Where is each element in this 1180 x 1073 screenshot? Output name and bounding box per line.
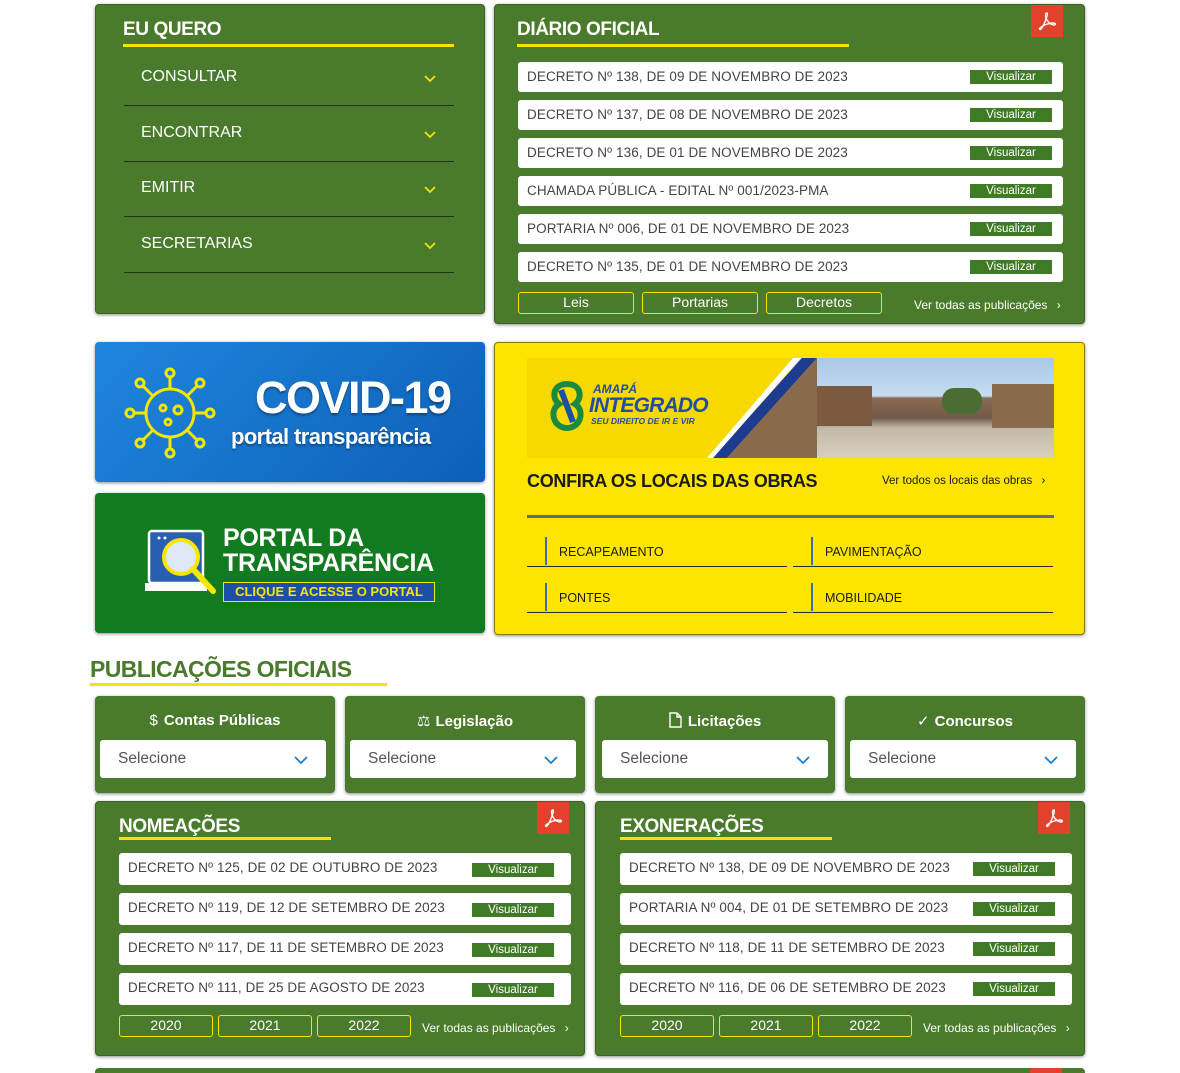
link-label: Ver todas as publicações bbox=[422, 1021, 556, 1035]
portal-line1: PORTAL DA bbox=[223, 524, 364, 552]
obra-pontes[interactable] bbox=[527, 577, 787, 613]
row-title: DECRETO Nº 135, DE 01 DE NOVEMBRO DE 2023 bbox=[527, 259, 848, 274]
see-all-publications-link[interactable] bbox=[923, 1021, 1070, 1035]
title-underline bbox=[119, 837, 331, 840]
row-title: DECRETO Nº 118, DE 11 DE SETEMBRO DE 2023 bbox=[629, 940, 945, 955]
obra-pavimentacao[interactable] bbox=[793, 531, 1053, 567]
tree-block bbox=[942, 388, 982, 414]
menu-item-secretarias[interactable] bbox=[124, 217, 454, 273]
obra-label: MOBILIDADE bbox=[825, 591, 903, 605]
row-title: DECRETO Nº 125, DE 02 DE OUTUBRO DE 2023 bbox=[128, 860, 438, 875]
exoneracao-row-2[interactable] bbox=[620, 893, 1072, 925]
year-2022-button[interactable]: 2022 bbox=[317, 1015, 411, 1037]
link-label: Ver todas as publicações bbox=[914, 298, 1048, 312]
licitacoes-select[interactable] bbox=[602, 740, 828, 778]
box-header bbox=[845, 712, 1085, 730]
box-header bbox=[595, 712, 835, 730]
item-bar bbox=[545, 537, 547, 565]
obras-more-link[interactable] bbox=[882, 475, 1045, 487]
exoneracoes-title: EXONERAÇÕES bbox=[620, 816, 764, 837]
year-2022-button[interactable]: 2022 bbox=[818, 1015, 912, 1037]
row-title: DECRETO Nº 136, DE 01 DE NOVEMBRO DE 2023 bbox=[527, 145, 848, 160]
amapa-integrado-logo bbox=[545, 380, 589, 432]
box-label: Legislação bbox=[435, 713, 513, 730]
obras-divider bbox=[527, 515, 1054, 518]
house-block bbox=[812, 386, 872, 426]
chevron-down-icon bbox=[424, 70, 436, 88]
portal-line2: TRANSPARÊNCIA bbox=[223, 549, 434, 577]
chevron-down-icon bbox=[424, 181, 436, 199]
chevron-down-icon bbox=[1044, 752, 1058, 770]
filter-decretos-button[interactable]: Decretos bbox=[766, 292, 882, 314]
obras-banner[interactable] bbox=[527, 358, 1054, 458]
chevron-down-icon bbox=[424, 237, 436, 255]
see-all-publications-link[interactable] bbox=[422, 1021, 569, 1035]
row-title: PORTARIA Nº 004, DE 01 DE SETEMBRO DE 2023 bbox=[629, 900, 949, 915]
nomeacoes-panel bbox=[95, 801, 585, 1056]
document-icon bbox=[669, 712, 682, 728]
diario-row-3[interactable] bbox=[518, 138, 1063, 168]
view-button[interactable]: Visualizar bbox=[970, 70, 1052, 84]
pdf-icon bbox=[1030, 1068, 1062, 1073]
nomeacoes-title: NOMEAÇÕES bbox=[119, 816, 240, 837]
nomeacao-row-2[interactable] bbox=[119, 893, 571, 925]
next-panel-edge bbox=[95, 1068, 1085, 1073]
street-photo bbox=[792, 358, 1054, 458]
house-block bbox=[992, 384, 1054, 428]
contas-publicas-select[interactable] bbox=[100, 740, 326, 778]
diario-row-4[interactable] bbox=[518, 176, 1063, 206]
box-header bbox=[95, 712, 335, 729]
view-button[interactable]: Visualizar bbox=[970, 260, 1052, 274]
obras-panel bbox=[494, 342, 1085, 635]
item-bar bbox=[545, 583, 547, 611]
obra-mobilidade[interactable] bbox=[793, 577, 1053, 613]
year-2021-button[interactable]: 2021 bbox=[719, 1015, 813, 1037]
view-button[interactable]: Visualizar bbox=[970, 184, 1052, 198]
diario-row-2[interactable] bbox=[518, 100, 1063, 130]
menu-item-label: SECRETARIAS bbox=[141, 235, 253, 252]
covid-title: COVID-19 bbox=[255, 372, 451, 423]
obras-title: CONFIRA OS LOCAIS DAS OBRAS bbox=[527, 471, 818, 491]
row-title: DECRETO Nº 137, DE 08 DE NOVEMBRO DE 2023 bbox=[527, 107, 848, 122]
year-2020-button[interactable]: 2020 bbox=[620, 1015, 714, 1037]
licitacoes-box bbox=[595, 696, 835, 793]
nomeacao-row-1[interactable] bbox=[119, 853, 571, 885]
eu-quero-panel bbox=[95, 4, 485, 314]
title-underline bbox=[123, 44, 454, 47]
year-2021-button[interactable]: 2021 bbox=[218, 1015, 312, 1037]
title-underline bbox=[90, 683, 387, 686]
eu-quero-title: EU QUERO bbox=[123, 19, 222, 40]
virus-icon bbox=[123, 366, 217, 460]
chevron-down-icon bbox=[544, 752, 558, 770]
title-underline bbox=[517, 44, 849, 47]
see-all-publications-link[interactable] bbox=[914, 298, 1061, 312]
view-button[interactable]: Visualizar bbox=[472, 863, 554, 877]
pdf-icon[interactable] bbox=[1031, 5, 1063, 37]
covid-banner[interactable] bbox=[95, 342, 485, 482]
contas-publicas-box bbox=[95, 696, 335, 793]
select-placeholder: Selecione bbox=[118, 750, 187, 767]
select-placeholder: Selecione bbox=[868, 750, 937, 767]
link-label: Ver todos os locais das obras bbox=[882, 475, 1033, 487]
concursos-box bbox=[845, 696, 1085, 793]
concursos-select[interactable] bbox=[850, 740, 1076, 778]
diario-row-6[interactable] bbox=[518, 252, 1063, 282]
portal-transparencia-banner[interactable] bbox=[95, 493, 485, 633]
menu-item-label: CONSULTAR bbox=[141, 68, 238, 85]
legislacao-select[interactable] bbox=[350, 740, 576, 778]
brand-sub: SEU DIREITO DE IR E VIR bbox=[591, 416, 695, 426]
exoneracao-row-1[interactable] bbox=[620, 853, 1072, 885]
stripe-divider bbox=[707, 358, 817, 458]
filter-leis-button[interactable]: Leis bbox=[518, 292, 634, 314]
obra-label: RECAPEAMENTO bbox=[559, 545, 664, 559]
nomeacao-row-3[interactable] bbox=[119, 933, 571, 965]
row-title: DECRETO Nº 117, DE 11 DE SETEMBRO DE 2023 bbox=[128, 940, 444, 955]
diario-row-1[interactable] bbox=[518, 62, 1063, 92]
diario-oficial-title: DIÁRIO OFICIAL bbox=[517, 19, 660, 40]
view-button[interactable]: Visualizar bbox=[973, 982, 1055, 996]
chevron-down-icon bbox=[424, 126, 436, 144]
select-placeholder: Selecione bbox=[620, 750, 689, 767]
chevron-right-icon: › bbox=[1056, 298, 1061, 312]
chevron-right-icon: › bbox=[1065, 1021, 1070, 1035]
obra-recapeamento[interactable] bbox=[527, 531, 787, 567]
diario-row-5[interactable] bbox=[518, 214, 1063, 244]
obra-label: PAVIMENTAÇÃO bbox=[825, 545, 922, 559]
chevron-down-icon bbox=[796, 752, 810, 770]
row-title: DECRETO Nº 111, DE 25 DE AGOSTO DE 2023 bbox=[128, 980, 425, 995]
chevron-right-icon: › bbox=[1041, 475, 1046, 487]
view-button[interactable]: Visualizar bbox=[970, 146, 1052, 160]
view-button[interactable]: Visualizar bbox=[472, 983, 554, 997]
title-underline bbox=[620, 837, 832, 840]
box-label: Concursos bbox=[934, 713, 1013, 730]
row-title: PORTARIA Nº 006, DE 01 DE NOVEMBRO DE 2023 bbox=[527, 221, 850, 236]
box-label: Licitações bbox=[687, 713, 762, 730]
menu-item-label: ENCONTRAR bbox=[141, 124, 243, 141]
link-label: Ver todas as publicações bbox=[923, 1021, 1057, 1035]
legislacao-box bbox=[345, 696, 585, 793]
row-title: DECRETO Nº 119, DE 12 DE SETEMBRO DE 2023 bbox=[128, 900, 445, 915]
pdf-icon[interactable] bbox=[1038, 802, 1070, 834]
brand-main: INTEGRADO bbox=[589, 394, 708, 417]
brand-top: AMAPÁ bbox=[593, 382, 637, 396]
item-bar bbox=[811, 537, 813, 565]
checkmark-icon: ✓ bbox=[917, 713, 930, 730]
row-title: DECRETO Nº 116, DE 06 DE SETEMBRO DE 2023 bbox=[629, 980, 946, 995]
year-2020-button[interactable]: 2020 bbox=[119, 1015, 213, 1037]
filter-portarias-button[interactable]: Portarias bbox=[642, 292, 758, 314]
chevron-down-icon bbox=[294, 752, 308, 770]
dollar-icon: $ bbox=[149, 712, 158, 729]
laptop-search-icon bbox=[141, 523, 223, 605]
portal-cta[interactable]: CLIQUE E ACESSE O PORTAL bbox=[223, 582, 435, 602]
menu-item-consultar[interactable] bbox=[124, 50, 454, 106]
box-label: Contas Públicas bbox=[163, 712, 281, 729]
view-button[interactable]: Visualizar bbox=[970, 108, 1052, 122]
obra-label: PONTES bbox=[559, 591, 611, 605]
pdf-icon[interactable] bbox=[537, 802, 569, 834]
exoneracao-row-3[interactable] bbox=[620, 933, 1072, 965]
view-button[interactable]: Visualizar bbox=[973, 942, 1055, 956]
covid-subtitle: portal transparência bbox=[231, 424, 431, 449]
menu-item-encontrar[interactable] bbox=[124, 106, 454, 162]
menu-item-emitir[interactable] bbox=[124, 161, 454, 217]
publicacoes-title: PUBLICAÇÕES OFICIAIS bbox=[90, 656, 352, 682]
box-header bbox=[345, 712, 585, 730]
view-button[interactable]: Visualizar bbox=[973, 902, 1055, 916]
view-button[interactable]: Visualizar bbox=[472, 903, 554, 917]
exoneracao-row-4[interactable] bbox=[620, 973, 1072, 1005]
item-bar bbox=[811, 583, 813, 611]
view-button[interactable]: Visualizar bbox=[970, 222, 1052, 236]
chevron-right-icon: › bbox=[564, 1021, 569, 1035]
scales-icon: ⚖ bbox=[417, 713, 431, 730]
row-title: CHAMADA PÚBLICA - EDITAL Nº 001/2023-PMA bbox=[527, 183, 829, 198]
exoneracoes-panel bbox=[595, 801, 1085, 1056]
diario-oficial-panel bbox=[494, 4, 1085, 324]
nomeacao-row-4[interactable] bbox=[119, 973, 571, 1005]
view-button[interactable]: Visualizar bbox=[472, 943, 554, 957]
row-title: DECRETO Nº 138, DE 09 DE NOVEMBRO DE 2023 bbox=[527, 69, 848, 84]
row-title: DECRETO Nº 138, DE 09 DE NOVEMBRO DE 2023 bbox=[629, 860, 950, 875]
menu-item-label: EMITIR bbox=[141, 179, 196, 196]
view-button[interactable]: Visualizar bbox=[973, 862, 1055, 876]
select-placeholder: Selecione bbox=[368, 750, 437, 767]
